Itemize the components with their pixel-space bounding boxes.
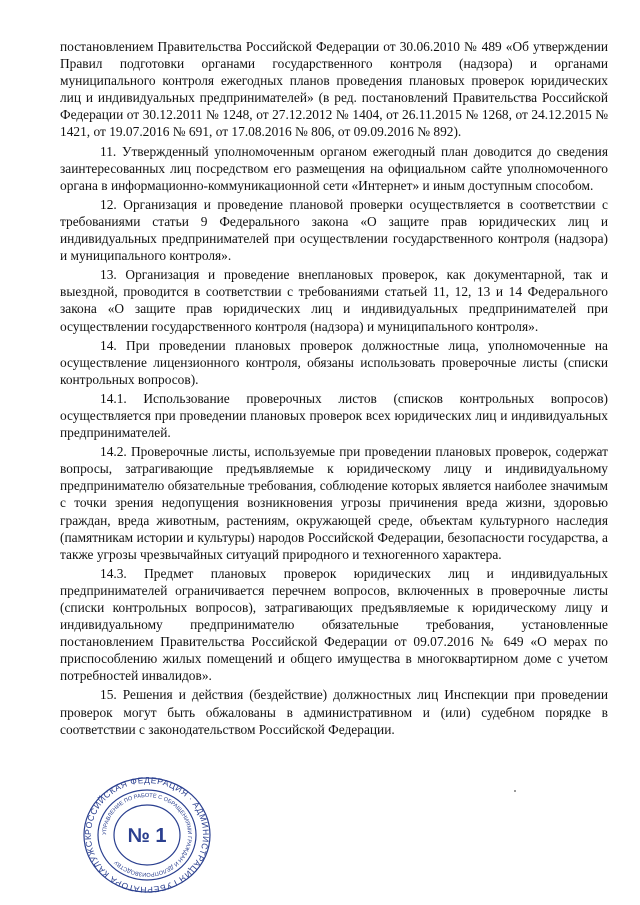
paragraph-12: 12. Организация и проведение плановой проверки осуществляется в соответствии с требованиями статьи 9 Федерального закона «О защите прав юридических лиц и индивидуальных предпринимателей при осуществлении государственного контроля (надзора) и муниципального контроля». (60, 196, 608, 264)
stamp-number: № 1 (127, 825, 167, 847)
paragraph-14-3: 14.3. Предмет плановых проверок юридических лиц и индивидуальных предпринимателей ограничивается перечнем вопросов, включенных в проверочные листы (списки контрольных вопросов), затрагивающих предъявляемые к юридическому лицу и индивидуальному предпринимателю обязательные требования, установленные постановлением Правительства Российской Федерации от 09.07.2016 № 649 «О мерах по приспособлению жилых помещений и общего имущества в многоквартирном доме с учетом потребностей инвалидов». (60, 565, 608, 684)
paragraph-continuation: постановлением Правительства Российской Федерации от 30.06.2010 № 489 «Об утверждении Правил подготовки органами государственного контроля (надзора) и органами муниципального контроля ежегодных планов проведения плановых проверок юридических лиц и индивидуальных предпринимателей» (в ред. постановлений Правительства Российской Федерации от 30.12.2011 № 1248, от 27.12.2012 № 1404, от 26.11.2015 № 1268, от 24.12.2015 № 1421, от 19.07.2016 № 691, от 17.08.2016 № 806, от 09.09.2016 № 892). (60, 39, 608, 140)
stamp-inner-text: УПРАВЛЕНИЕ ПО РАБОТЕ С ОБРАЩЕНИЯМИ ГРАЖДАН И ДЕЛОПРОИЗВОДСТВУ (101, 792, 193, 878)
paragraph-11: 11. Утвержденный уполномоченным органом ежегодный план доводится до сведения заинтересованных лиц посредством его размещения на официальном сайте уполномоченного органа в информационно-коммуникационной сети «Интернет» и иным доступным способом. (60, 143, 608, 193)
stamp-outer-text: РОССИЙСКАЯ ФЕДЕРАЦИЯ · АДМИНИСТРАЦИЯ ГУБЕРНАТОРА КАЛУЖСК (82, 776, 212, 894)
paragraph-14: 14. При проведении плановых проверок должностные лица, уполномоченные на осуществление лицензионного контроля, обязаны использовать проверочные листы (списки контрольных вопросов). (60, 337, 608, 387)
official-stamp (82, 776, 212, 894)
paragraph-14-2: 14.2. Проверочные листы, используемые при проведении плановых проверок, содержат вопросы, затрагивающие предъявляемые к юридическому лицу и индивидуальному предпринимателю обязательные требования, соблюдение которых является наиболее значимым с точки зрения недопущения возникновения угрозы причинения вреда жизни, здоровью граждан, вреда животным, растениям, окружающей среде, объектам культурного наследия (памятникам истории и культуры) народов Российской Федерации, безопасности государства, а также угрозы чрезвычайных ситуаций природного и техногенного характера. (60, 444, 608, 562)
paragraph-14-1: 14.1. Использование проверочных листов (списков контрольных вопросов) осуществляется при проведении плановых проверок всех юридических лиц и индивидуальных предпринимателей. (60, 390, 608, 441)
paragraph-13: 13. Организация и проведение внеплановых проверок, как документарной, так и выездной, проводится в соответствии с требованиями статьей 11, 12, 13 и 14 Федерального закона «О защите прав юридических лиц и индивидуальных предпринимателей при осуществлении государственного контроля (надзора) и муниципального контроля». (60, 267, 608, 334)
scan-speck (514, 790, 516, 792)
paragraph-15: 15. Решения и действия (бездействие) должностных лиц Инспекции при проведении проверок могут быть обжалованы в административном и (или) судебном порядке в соответствии с законодательством Российской Федерации. (60, 687, 608, 737)
document-body (60, 38, 608, 740)
